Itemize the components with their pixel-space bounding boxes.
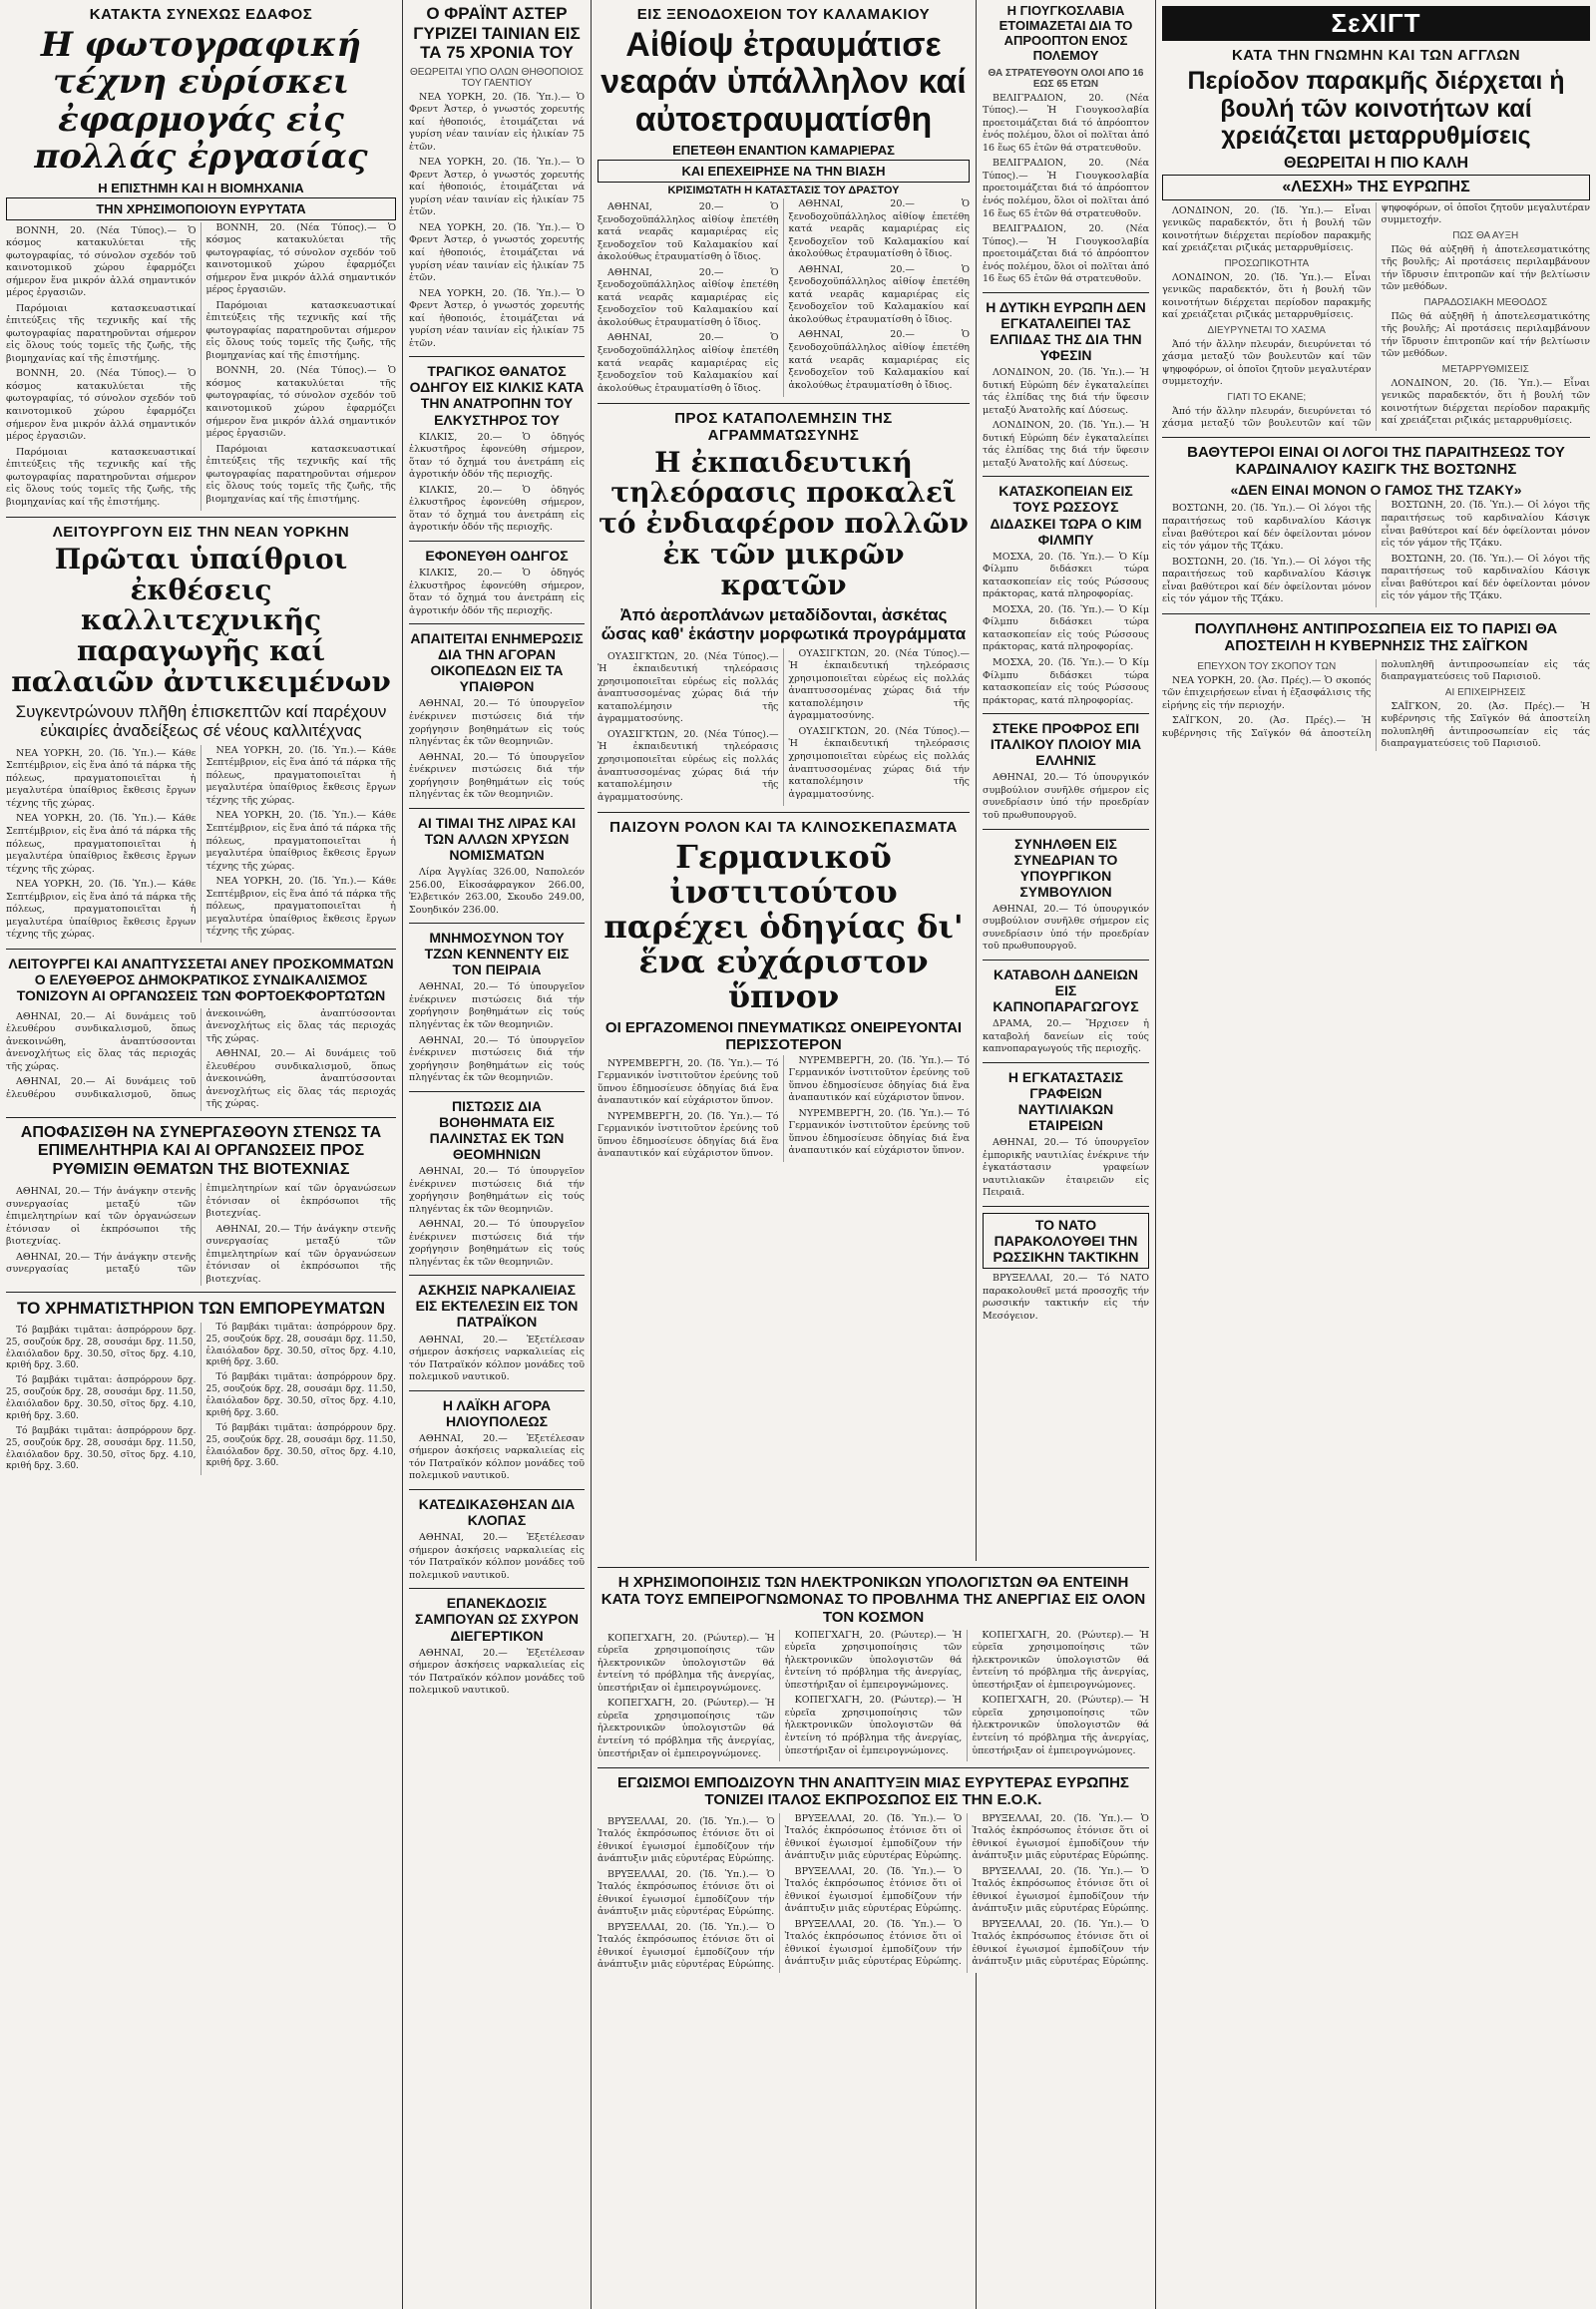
- story-subhead: ΘΑ ΣΤΡΑΤΕΥΘΟΥΝ ΟΛΟΙ ΑΠΟ 16 ΕΩΣ 65 ΕΤΩΝ: [988, 67, 1144, 90]
- paragraph: ΒΟΣΤΩΝΗ, 20. (Ἰδ. Ὑπ.).— Οἱ λόγοι τῆς παραιτήσεως τοῦ καρδιναλίου Κάσιγκ εἶναι βαθύτεροι καί δέν ὀφείλονται μόνον εἰς τόν γάμον τῆς Τζάκυ.: [1162, 556, 1372, 605]
- paragraph: ΒΡΥΞΕΛΛΑΙ, 20. (Ἰδ. Ὑπ.).— Ὁ Ἰταλός ἐκπρόσωπος ἐτόνισε ὅτι οἱ ἐθνικοί ἐγωισμοί ἐμποδίζουν τήν ἀνάπτυξιν μιᾶς εὐρυτέρας Εὐρώπης.: [598, 1815, 775, 1865]
- paragraph: ΑΘΗΝΑΙ, 20.— Ἐξετέλεσαν σήμερον ἀσκήσεις ναρκαλιείας εἰς τόν Πατραϊκόν κόλπον μονάδες τοῦ πολεμικοῦ ναυτικοῦ.: [409, 1532, 585, 1581]
- story-headline: Η ΛΑΪΚΗ ΑΓΟΡΑ ΗΛΙΟΥΠΟΛΕΩΣ: [442, 1396, 552, 1429]
- paragraph: ΒΡΥΞΕΛΛΑΙ, 20. (Ἰδ. Ὑπ.).— Ὁ Ἰταλός ἐκπρόσωπος ἐτόνισε ὅτι οἱ ἐθνικοί ἐγωισμοί ἐμποδίζουν τήν ἀνάπτυξιν μιᾶς εὐρυτέρας Εὐρώπης.: [784, 1865, 963, 1915]
- paragraph: ΑΘΗΝΑΙ, 20.— Ὁ ξενοδοχοϋπάλληλος αἰθίοψ ἐπετέθη κατά νεαρᾶς καμαριέρας εἰς ξενοδοχεῖον τοῦ Καλαμακίου καί ἀκολούθως ἐτραυματίσθη ὁ ἴδιος.: [788, 263, 970, 325]
- paragraph: ΒΟΣΤΩΝΗ, 20. (Ἰδ. Ὑπ.).— Οἱ λόγοι τῆς παραιτήσεως τοῦ καρδιναλίου Κάσιγκ εἶναι βαθύτεροι καί δέν ὀφείλονται μόνον εἰς τόν γάμον τῆς Τζάκυ.: [1381, 500, 1590, 550]
- story-headline: ΠΟΛΥΠΛΗΘΗΣ ΑΝΤΙΠΡΟΣΩΠΕΙΑ ΕΙΣ ΤΟ ΠΑΡΙΣΙ ΘΑ ΑΠΟΣΤΕΙΛΗ Η ΚΥΒΕΡΝΗΣΙΣ ΤΗΣ ΣΑΪΓΚΟΝ: [1194, 620, 1558, 655]
- article-body: [6, 1323, 396, 1475]
- story-headline: ΑΠΑΙΤΕΙΤΑΙ ΕΝΗΜΕΡΩΣΙΣ ΔΙΑ ΤΗΝ ΑΓΟΡΑΝ ΟΙΚΟΠΕΔΩΝ ΕΙΣ ΤΑ ΥΠΑΙΘΡΟΝ: [410, 630, 584, 695]
- paragraph: ΝΕΑ ΥΟΡΚΗ, 20. (Ἰδ. Ὑπ.).— Κάθε Σεπτέμβριον, εἰς ἕνα ἀπό τά πάρκα τῆς πόλεως, πραγματοποιεῖται ἡ μεγαλυτέρα ὑπαίθριος ἔκθεσις ἔργων τέχνης τῆς χώρας.: [205, 744, 396, 806]
- section-banner: ΣεΧΙΓΤ: [1162, 6, 1590, 41]
- story-headline: Η ΓΙΟΥΓΚΟΣΛΑΒΙΑ ΕΤΟΙΜΑΖΕΤΑΙ ΔΙΑ ΤΟ ΑΠΡΟΟΠΤΟΝ ΕΝΟΣ ΠΟΛΕΜΟΥ: [998, 3, 1133, 63]
- story-headline: ΑΠΟΦΑΣΙΣΘΗ ΝΑ ΣΥΝΕΡΓΑΣΘΟΥΝ ΣΤΕΝΩΣ ΤΑ ΕΠΙΜΕΛΗΤΗΡΙΑ ΚΑΙ ΑΙ ΟΡΓΑΝΩΣΕΙΣ ΠΡΟΣ ΡΥΘΜΙΣΙΝ ΘΕΜΑΤΩΝ ΤΗΣ ΒΙΟΤΕΧΝΙΑΣ: [20, 1123, 382, 1178]
- column-2: [403, 0, 591, 2309]
- section-subhead: ΓΙΑΤΙ ΤΟ ΕΚΑΝΕ;: [1227, 391, 1307, 403]
- article-body: [598, 1630, 1149, 1761]
- paragraph: Τό βαμβάκι τιμᾶται: ἀσπρόρρουν δρχ. 25, σουζούκ δρχ. 28, σουσάμι δρχ. 11.50, ἐλαιόλαδον δρχ. 30.50, σῖτος δρχ. 4.10, κριθή δρχ. 3.60.: [6, 1325, 197, 1371]
- story-headline: ΚΑΤΑΒΟΛΗ ΔΑΝΕΙΩΝ ΕΙΣ ΚΑΠΝΟΠΑΡΑΓΩΓΟΥΣ: [993, 966, 1139, 1015]
- paragraph: ΒΕΛΙΓΡΑΔΙΟΝ, 20. (Νέα Τύπος).— Ἡ Γιουγκοσλαβία προετοιμάζεται διά τό ἀπρόοπτον ἑνός πολέμου, ὅλοι οἱ πολῖται ἀπό 16 ἕως 65 ἐτῶν θά στρατευθοῦν.: [983, 158, 1149, 219]
- story-headline: Γερμανικοῦ ἰνστιτούτου παρέχει ὁδηγίας δι' ἕνα εὐχάριστον ὕπνον: [603, 837, 964, 1016]
- section-subhead: ΔΙΕΥΡΥΝΕΤΑΙ ΤΟ ΧΑΣΜΑ: [1207, 324, 1326, 336]
- story-headline: ΕΦΟΝΕΥΘΗ ΟΔΗΓΟΣ: [425, 547, 569, 564]
- article-body: [6, 1008, 396, 1111]
- paragraph: ΑΘΗΝΑΙ, 20.— Τό ὑπουργεῖον ἐμπορικῆς ναυτιλίας ἐνέκρινε τήν ἐγκατάστασιν γραφείων ναυτιλιακῶν ἑταιρειῶν εἰς Πειραιᾶ.: [983, 1137, 1149, 1199]
- paragraph: ΑΘΗΝΑΙ, 20.— Ἐξετέλεσαν σήμερον ἀσκήσεις ναρκαλιείας εἰς τόν Πατραϊκόν κόλπον μονάδες τοῦ πολεμικοῦ ναυτικοῦ.: [409, 1334, 585, 1383]
- paragraph: ΒΟΝΝΗ, 20. (Νέα Τύπος).— Ὁ κόσμος κατακυλύεται τῆς φωτογραφίας, τό σύνολον σχεδόν τοῦ καινοτομικοῦ χώρου ἐφαρμόζει σήμερον ἕνα μικρόν ἀλλά σημαντικόν μέρος ἐργασιῶν.: [6, 224, 197, 299]
- paragraph: ΝΕΑ ΥΟΡΚΗ, 20. (Ἰδ. Ὑπ.).— Κάθε Σεπτέμβριον, εἰς ἕνα ἀπό τά πάρκα τῆς πόλεως, πραγματοποιεῖται ἡ μεγαλυτέρα ὑπαίθριος ἔκθεσις ἔργων τέχνης τῆς χώρας.: [6, 813, 197, 875]
- section-subhead: ΠΡΟΣΩΠΙΚΟΤΗΤΑ: [1224, 257, 1310, 269]
- story-kicker: ΚΑΤΑΚΤΑ ΣΥΝΕΧΩΣ ΕΔΑΦΟΣ: [89, 6, 313, 23]
- paragraph: ΒΡΥΞΕΛΛΑΙ, 20. (Ἰδ. Ὑπ.).— Ὁ Ἰταλός ἐκπρόσωπος ἐτόνισε ὅτι οἱ ἐθνικοί ἐγωισμοί ἐμποδίζουν τήν ἀνάπτυξιν μιᾶς εὐρυτέρας Εὐρώπης.: [784, 1918, 963, 1968]
- paragraph: Ἀπό τήν ἄλλην πλευράν, διευρύνεται τό χάσμα μεταξύ τῶν βουλευτῶν καί τῶν ψηφοφόρων, οἱ ὁποῖοι ζητοῦν μεγαλυτέραν συμμετοχήν.: [1162, 338, 1372, 388]
- paragraph: Παρόμοιαι κατασκευαστικαί ἐπιτεύξεις τῆς τεχνικῆς καί τῆς φωτογραφίας παρατηροῦνται σήμερον εἰς ὅλους τούς τομεῖς τῆς ζωῆς, τῆς βιομηχανίας καί τῆς ἐπιστήμης.: [6, 446, 197, 508]
- story-headline: ΒΑΘΥΤΕΡΟΙ ΕΙΝΑΙ ΟΙ ΛΟΓΟΙ ΤΗΣ ΠΑΡΑΙΤΗΣΕΩΣ ΤΟΥ ΚΑΡΔΙΝΑΛΙΟΥ ΚΑΣΙΓΚ ΤΗΣ ΒΟΣΤΩΝΗΣ: [1187, 443, 1565, 479]
- paragraph: ΝΥΡΕΜΒΕΡΓΗ, 20. (Ἰδ. Ὑπ.).— Τό Γερμανικόν ἰνστιτοῦτον ἐρεύνης τοῦ ὕπνου ἐδημοσίευσε ὁδηγίας διά ἕνα ἀναπαυτικόν καί εὐχάριστον ὕπνον.: [598, 1110, 779, 1160]
- story-headline: ΣΤΕΚΕ ΠΡΟΦΡΟΣ ΕΠΙ ΙΤΑΛΙΚΟΥ ΠΛΟΙΟΥ ΜΙΑ ΕΛΛΗΝΙΣ: [990, 720, 1142, 769]
- paragraph: ΝΕΑ ΥΟΡΚΗ, 20. (Ἰδ. Ὑπ.).— Κάθε Σεπτέμβριον, εἰς ἕνα ἀπό τά πάρκα τῆς πόλεως, πραγματοποιεῖται ἡ μεγαλυτέρα ὑπαίθριος ἔκθεσις ἔργων τέχνης τῆς χώρας.: [205, 810, 396, 872]
- paragraph: ΑΘΗΝΑΙ, 20.— Ὁ ξενοδοχοϋπάλληλος αἰθίοψ ἐπετέθη κατά νεαρᾶς καμαριέρας εἰς ξενοδοχεῖον τοῦ Καλαμακίου καί ἀκολούθως ἐτραυματίσθη ὁ ἴδιος.: [598, 266, 779, 328]
- paragraph: ΣΑΪΓΚΟΝ, 20. (Ἀσ. Πρές).— Ἡ κυβέρνησις τῆς Σαϊγκόν θά ἀποστείλη πολυπληθῆ ἀντιπροσωπείαν εἰς τάς διαπραγματεύσεις τοῦ Παρισιοῦ.: [1162, 658, 1590, 739]
- paragraph: Παρόμοιαι κατασκευαστικαί ἐπιτεύξεις τῆς τεχνικῆς καί τῆς φωτογραφίας παρατηροῦνται σήμερον εἰς ὅλους τούς τομεῖς τῆς ζωῆς, τῆς βιομηχανίας καί τῆς ἐπιστήμης.: [6, 302, 197, 364]
- paragraph: Τό βαμβάκι τιμᾶται: ἀσπρόρρουν δρχ. 25, σουζούκ δρχ. 28, σουσάμι δρχ. 11.50, ἐλαιόλαδον δρχ. 30.50, σῖτος δρχ. 4.10, κριθή δρχ. 3.60.: [205, 1322, 396, 1368]
- paragraph: ΒΡΥΞΕΛΛΑΙ, 20. (Ἰδ. Ὑπ.).— Ὁ Ἰταλός ἐκπρόσωπος ἐτόνισε ὅτι οἱ ἐθνικοί ἐγωισμοί ἐμποδίζουν τήν ἀνάπτυξιν μιᾶς εὐρυτέρας Εὐρώπης.: [972, 1918, 1149, 1968]
- paragraph: ΒΟΣΤΩΝΗ, 20. (Ἰδ. Ὑπ.).— Οἱ λόγοι τῆς παραιτήσεως τοῦ καρδιναλίου Κάσιγκ εἶναι βαθύτεροι καί δέν ὀφείλονται μόνον εἰς τόν γάμον τῆς Τζάκυ.: [1381, 553, 1590, 602]
- story-headline: ΤΡΑΓΙΚΟΣ ΘΑΝΑΤΟΣ ΟΔΗΓΟΥ ΕΙΣ ΚΙΛΚΙΣ ΚΑΤΑ ΤΗΝ ΑΝΑΤΡΟΠΗΝ ΤΟΥ ΕΛΚΥΣΤΗΡΟΣ ΤΟΥ: [409, 363, 585, 428]
- paragraph: ΛΟΝΔΙΝΟΝ, 20. (Ἰδ. Ὑπ.).— Εἶναι γενικῶς παραδεκτόν, ὅτι ἡ βουλή τῶν κοινοτήτων διέρχεται περίοδον παρακμῆς καί χρειάζεται ριζικάς μεταρρυθμίσεις.: [1162, 271, 1372, 321]
- paragraph: ΑΘΗΝΑΙ, 20.— Αἱ δυνάμεις τοῦ ἐλευθέρου συνδικαλισμοῦ, ὅπως ἀνεκοινώθη, ἀναπτύσσονται ἀνενοχλήτως εἰς ὅλας τάς περιοχάς τῆς χώρας.: [6, 1010, 197, 1072]
- paragraph: ΝΕΑ ΥΟΡΚΗ, 20. (Ἰδ. Ὑπ.).— Ὁ Φρεντ Ἀστερ, ὁ γνωστός χορευτής καί ἠθοποιός, ἑτοιμάζεται νά γυρίση νέαν ταινίαν εἰς ἡλικίαν 75 ἐτῶν.: [409, 157, 585, 218]
- paragraph: ΑΘΗΝΑΙ, 20.— Τό ὑπουργεῖον ἐνέκρινεν πιστώσεις διά τήν χορήγησιν βοηθημάτων εἰς τούς πληγέντας ἐκ τῶν θεομηνιῶν.: [409, 1219, 585, 1268]
- paragraph: ΛΟΝΔΙΝΟΝ, 20. (Ἰδ. Ὑπ.).— Εἶναι γενικῶς παραδεκτόν, ὅτι ἡ βουλή τῶν κοινοτήτων διέρχεται περίοδον παρακμῆς καί χρειάζεται ριζικάς μεταρρυθμίσεις.: [1162, 204, 1372, 254]
- paragraph: ΒΡΥΞΕΛΛΑΙ, 20. (Ἰδ. Ὑπ.).— Ὁ Ἰταλός ἐκπρόσωπος ἐτόνισε ὅτι οἱ ἐθνικοί ἐγωισμοί ἐμποδίζουν τήν ἀνάπτυξιν μιᾶς εὐρυτέρας Εὐρώπης.: [784, 1812, 963, 1862]
- story-headline: ΣΥΝΗΛΘΕΝ ΕΙΣ ΣΥΝΕΔΡΙΑΝ ΤΟ ΥΠΟΥΡΓΙΚΟΝ ΣΥΜΒΟΥΛΙΟΝ: [1013, 835, 1118, 900]
- section-subhead: ΠΩΣ ΘΑ ΑΥΞΗ: [1452, 229, 1519, 241]
- paragraph: ΛΟΝΔΙΝΟΝ, 20. (Ἰδ. Ὑπ.).— Ἡ δυτική Εὐρώπη δέν ἐγκαταλείπει τάς ἐλπίδας της διά τήν ὕφεσιν μεταξύ Ἀνατολῆς καί Δύσεως.: [983, 420, 1149, 469]
- bottom-center-block: [592, 1561, 1155, 1973]
- paragraph: ΚΟΠΕΓΧΑΓΗ, 20. (Ρώυτερ).— Ἡ εὐρεῖα χρησιμοποίησις τῶν ἠλεκτρονικῶν ὑπολογιστῶν θά ἐντείνη τό πρόβλημα τῆς ἀνεργίας, ὑπεστήριξαν οἱ ἐμπειρογνώμονες.: [972, 1629, 1149, 1691]
- paragraph: ΑΘΗΝΑΙ, 20.— Αἱ δυνάμεις τοῦ ἐλευθέρου συνδικαλισμοῦ, ὅπως ἀνεκοινώθη, ἀναπτύσσονται ἀνενοχλήτως εἰς ὅλας τάς περιοχάς τῆς χώρας.: [205, 1048, 396, 1110]
- column-1: [0, 0, 402, 2309]
- paragraph: ΜΟΣΧΑ, 20. (Ἰδ. Ὑπ.).— Ὁ Κίμ Φίλμπυ διδάσκει τώρα κατασκοπείαν εἰς τούς Ρώσσους πράκτορας, κατά πληροφορίας.: [983, 656, 1149, 706]
- paragraph: ΒΟΣΤΩΝΗ, 20. (Ἰδ. Ὑπ.).— Οἱ λόγοι τῆς παραιτήσεως τοῦ καρδιναλίου Κάσιγκ εἶναι βαθύτεροι καί δέν ὀφείλονται μόνον εἰς τόν γάμον τῆς Τζάκυ.: [1162, 503, 1372, 553]
- paragraph: Λίρα Ἀγγλίας 326.00, Ναπολεόν 256.00, Εἰκοσάφραγκον 266.00, Ἑλβετικόν 263.00, Σκουδο 249.00, Σουηδικόν 236.00.: [409, 867, 585, 916]
- paragraph: ΑΘΗΝΑΙ, 20.— Τό ὑπουργεῖον ἐνέκρινεν πιστώσεις διά τήν χορήγησιν βοηθημάτων εἰς τούς πληγέντας ἐκ τῶν θεομηνιῶν.: [409, 981, 585, 1031]
- story-kicker: ΚΑΤΑ ΤΗΝ ΓΝΩΜΗΝ ΚΑΙ ΤΩΝ ΑΓΓΛΩΝ: [1231, 47, 1521, 64]
- paragraph: Τό βαμβάκι τιμᾶται: ἀσπρόρρουν δρχ. 25, σουζούκ δρχ. 28, σουσάμι δρχ. 11.50, ἐλαιόλαδον δρχ. 30.50, σῖτος δρχ. 4.10, κριθή δρχ. 3.60.: [6, 1375, 197, 1421]
- paragraph: ΑΘΗΝΑΙ, 20.— Τήν ἀνάγκην στενῆς συνεργασίας μεταξύ τῶν ἐπιμελητηρίων καί τῶν ὀργανώσεων ἐτόνισαν οἱ ἐκπρόσωποι τῆς βιοτεχνίας.: [6, 1186, 197, 1248]
- paragraph: ΒΡΥΞΕΛΛΑΙ, 20. (Ἰδ. Ὑπ.).— Ὁ Ἰταλός ἐκπρόσωπος ἐτόνισε ὅτι οἱ ἐθνικοί ἐγωισμοί ἐμποδίζουν τήν ἀνάπτυξιν μιᾶς εὐρυτέρας Εὐρώπης.: [972, 1812, 1149, 1862]
- paragraph: ΝΥΡΕΜΒΕΡΓΗ, 20. (Ἰδ. Ὑπ.).— Τό Γερμανικόν ἰνστιτοῦτον ἐρεύνης τοῦ ὕπνου ἐδημοσίευσε ὁδηγίας διά ἕνα ἀναπαυτικόν καί εὐχάριστον ὕπνον.: [788, 1054, 970, 1104]
- paragraph: ΚΟΠΕΓΧΑΓΗ, 20. (Ρώυτερ).— Ἡ εὐρεῖα χρησιμοποίησις τῶν ἠλεκτρονικῶν ὑπολογιστῶν θά ἐντείνη τό πρόβλημα τῆς ἀνεργίας, ὑπεστήριξαν οἱ ἐμπειρογνώμονες.: [784, 1629, 963, 1691]
- article-body: [6, 1183, 396, 1286]
- story-headline: ΜΝΗΜΟΣΥΝΟΝ ΤΟΥ ΤΖΩΝ ΚΕΝΝΕΝΤΥ ΕΙΣ ΤΟΝ ΠΕΙΡΑΙΑ: [424, 930, 570, 978]
- paragraph: Τό βαμβάκι τιμᾶται: ἀσπρόρρουν δρχ. 25, σουζούκ δρχ. 28, σουσάμι δρχ. 11.50, ἐλαιόλαδον δρχ. 30.50, σῖτος δρχ. 4.10, κριθή δρχ. 3.60.: [205, 1372, 396, 1418]
- story-headline: ΕΠΑΝΕΚΔΟΣΙΣ ΣΑΜΠΟΥΑΝ ΩΣ ΣΧΥΡΟΝ ΔΙΕΓΕΡΤΙΚΟΝ: [415, 1595, 579, 1644]
- story-subhead: Ἀπό ἀεροπλάνων μεταδίδονται, ἀσκέτας ὥσας καθ' ἑκάστην μορφωτικά προγράμματα: [600, 604, 967, 644]
- paragraph: ΚΟΠΕΓΧΑΓΗ, 20. (Ρώυτερ).— Ἡ εὐρεῖα χρησιμοποίησις τῶν ἠλεκτρονικῶν ὑπολογιστῶν θά ἐντείνη τό πρόβλημα τῆς ἀνεργίας, ὑπεστήριξαν οἱ ἐμπειρογνώμονες.: [784, 1695, 963, 1756]
- story-subhead: ΟΙ ΕΡΓΑΖΟΜΕΝΟΙ ΠΝΕΥΜΑΤΙΚΩΣ ΟΝΕΙΡΕΥΟΝΤΑΙ ΠΕΡΙΣΣΟΤΕΡΟΝ: [604, 1018, 963, 1053]
- paragraph: Ἀπό τήν ἄλλην πλευράν, διευρύνεται τό χάσμα μεταξύ τῶν βουλευτῶν καί τῶν ψηφοφόρων, οἱ ὁποῖοι ζητοῦν μεγαλυτέραν συμμετοχήν.: [1162, 201, 1590, 430]
- paragraph: ΝΥΡΕΜΒΕΡΓΗ, 20. (Ἰδ. Ὑπ.).— Τό Γερμανικόν ἰνστιτοῦτον ἐρεύνης τοῦ ὕπνου ἐδημοσίευσε ὁδηγίας διά ἕνα ἀναπαυτικόν καί εὐχάριστον ὕπνον.: [788, 1107, 970, 1157]
- paragraph: Παρόμοιαι κατασκευαστικαί ἐπιτεύξεις τῆς τεχνικῆς καί τῆς φωτογραφίας παρατηροῦνται σήμερον εἰς ὅλους τούς τομεῖς τῆς ζωῆς, τῆς βιομηχανίας καί τῆς ἐπιστήμης.: [205, 299, 396, 361]
- paragraph: ΝΕΑ ΥΟΡΚΗ, 20. (Ἰδ. Ὑπ.).— Ὁ Φρεντ Ἀστερ, ὁ γνωστός χορευτής καί ἠθοποιός, ἑτοιμάζεται νά γυρίση νέαν ταινίαν εἰς ἡλικίαν 75 ἐτῶν.: [409, 91, 585, 153]
- article-body: [598, 648, 970, 806]
- paragraph: ΒΡΥΞΕΛΛΑΙ, 20.— Τό ΝΑΤΟ παρακολουθεῖ μετά προσοχῆς τήν ρωσσικήν τακτικήν εἰς τήν Μεσόγειον.: [983, 1273, 1149, 1322]
- paragraph: ΑΘΗΝΑΙ, 20.— Αἱ δυνάμεις τοῦ ἐλευθέρου συνδικαλισμοῦ, ὅπως ἀνεκοινώθη, ἀναπτύσσονται ἀνενοχλήτως εἰς ὅλας τάς περιοχάς τῆς χώρας.: [6, 1007, 396, 1100]
- paragraph: ΔΡΑΜΑ, 20.— Ἤρχισεν ἡ καταβολή δανείων εἰς τούς καπνοπαραγωγούς τῆς περιοχῆς.: [983, 1018, 1149, 1055]
- story-headline: ΚΑΤΕΔΙΚΑΣΘΗΣΑΝ ΔΙΑ ΚΛΟΠΑΣ: [418, 1496, 576, 1529]
- article-body: [1162, 659, 1590, 751]
- paragraph: ΚΟΠΕΓΧΑΓΗ, 20. (Ρώυτερ).— Ἡ εὐρεῖα χρησιμοποίησις τῶν ἠλεκτρονικῶν ὑπολογιστῶν θά ἐντείνη τό πρόβλημα τῆς ἀνεργίας, ὑπεστήριξαν οἱ ἐμπειρογνώμονες.: [972, 1695, 1149, 1756]
- paragraph: ΚΙΛΚΙΣ, 20.— Ὁ ὁδηγός ἐλκυστῆρος ἐφονεύθη σήμερον, ὅταν τό ὄχημά του ἀνετράπη εἰς ἀγροτικήν ὁδόν τῆς περιοχῆς.: [409, 431, 585, 481]
- subhead: «ΛΕΣΧΗ» ΤΗΣ ΕΥΡΩΠΗΣ: [1162, 175, 1590, 200]
- paragraph: ΒΟΝΝΗ, 20. (Νέα Τύπος).— Ὁ κόσμος κατακυλύεται τῆς φωτογραφίας, τό σύνολον σχεδόν τοῦ καινοτομικοῦ χώρου ἐφαρμόζει σήμερον ἕνα μικρόν ἀλλά σημαντικόν μέρος ἐργασιῶν.: [6, 368, 197, 443]
- story-headline: ΛΕΙΤΟΥΡΓΕΙ ΚΑΙ ΑΝΑΠΤΥΣΣΕΤΑΙ ΑΝΕΥ ΠΡΟΣΚΟΜΜΑΤΩΝ Ο ΕΛΕΥΘΕΡΟΣ ΔΗΜΟΚΡΑΤΙΚΟΣ ΣΥΝΔΙΚΑΛΙΣΜΟΣ ΤΟΝΙΖΟΥΝ ΑΙ ΟΡΓΑΝΩΣΕΙΣ ΤΩΝ ΦΟΡΤΟΕΚΦΟΡΤΩΤΩΝ: [8, 956, 394, 1004]
- paragraph: ΒΡΥΞΕΛΛΑΙ, 20. (Ἰδ. Ὑπ.).— Ὁ Ἰταλός ἐκπρόσωπος ἐτόνισε ὅτι οἱ ἐθνικοί ἐγωισμοί ἐμποδίζουν τήν ἀνάπτυξιν μιᾶς εὐρυτέρας Εὐρώπης.: [972, 1865, 1149, 1915]
- subhead: ΘΕΩΡΕΙΤΑΙ Η ΠΙΟ ΚΑΛΗ: [1284, 154, 1468, 172]
- paragraph: Παρόμοιαι κατασκευαστικαί ἐπιτεύξεις τῆς τεχνικῆς καί τῆς φωτογραφίας παρατηροῦνται σήμερον εἰς ὅλους τούς τομεῖς τῆς ζωῆς, τῆς βιομηχανίας καί τῆς ἐπιστήμης.: [205, 443, 396, 505]
- paragraph: ΝΥΡΕΜΒΕΡΓΗ, 20. (Ἰδ. Ὑπ.).— Τό Γερμανικόν ἰνστιτοῦτον ἐρεύνης τοῦ ὕπνου ἐδημοσίευσε ὁδηγίας διά ἕνα ἀναπαυτικόν καί εὐχάριστον ὕπνον.: [598, 1057, 779, 1107]
- paragraph: ΑΘΗΝΑΙ, 20.— Ἐξετέλεσαν σήμερον ἀσκήσεις ναρκαλιείας εἰς τόν Πατραϊκόν κόλπον μονάδες τοῦ πολεμικοῦ ναυτικοῦ.: [409, 1432, 585, 1482]
- paragraph: ΑΘΗΝΑΙ, 20.— Ὁ ξενοδοχοϋπάλληλος αἰθίοψ ἐπετέθη κατά νεαρᾶς καμαριέρας εἰς ξενοδοχεῖον τοῦ Καλαμακίου καί ἀκολούθως ἐτραυματίσθη ὁ ἴδιος.: [598, 332, 779, 394]
- paragraph: ΒΟΝΝΗ, 20. (Νέα Τύπος).— Ὁ κόσμος κατακυλύεται τῆς φωτογραφίας, τό σύνολον σχεδόν τοῦ καινοτομικοῦ χώρου ἐφαρμόζει σήμερον ἕνα μικρόν ἀλλά σημαντικόν μέρος ἐργασιῶν.: [205, 365, 396, 440]
- paragraph: ΑΘΗΝΑΙ, 20.— Τήν ἀνάγκην στενῆς συνεργασίας μεταξύ τῶν ἐπιμελητηρίων καί τῶν ὀργανώσεων ἐτόνισαν οἱ ἐκπρόσωποι τῆς βιοτεχνίας.: [6, 1183, 396, 1276]
- paragraph: ΒΡΥΞΕΛΛΑΙ, 20. (Ἰδ. Ὑπ.).— Ὁ Ἰταλός ἐκπρόσωπος ἐτόνισε ὅτι οἱ ἐθνικοί ἐγωισμοί ἐμποδίζουν τήν ἀνάπτυξιν μιᾶς εὐρυτέρας Εὐρώπης.: [598, 1921, 775, 1971]
- story-headline: ΠΙΣΤΩΣΙΣ ΔΙΑ ΒΟΗΘΗΜΑΤΑ ΕΙΣ ΠΑΛΙΝΣΤΑΣ ΕΚ ΤΩΝ ΘΕΟΜΗΝΙΩΝ: [429, 1097, 565, 1162]
- section-subhead: ΕΠΕΥΧΟΝ ΤΟΥ ΣΚΟΠΟΥ ΤΩΝ: [1197, 660, 1337, 672]
- paragraph: ΑΘΗΝΑΙ, 20.— Ὁ ξενοδοχοϋπάλληλος αἰθίοψ ἐπετέθη κατά νεαρᾶς καμαριέρας εἰς ξενοδοχεῖον τοῦ Καλαμακίου καί ἀκολούθως ἐτραυματίσθη ὁ ἴδιος.: [598, 201, 779, 263]
- story-headline: ΤΟ ΝΑΤΟ ΠΑΡΑΚΟΛΟΥΘΕΙ ΤΗΝ ΡΩΣΣΙΚΗΝ ΤΑΚΤΙΚΗΝ: [983, 1213, 1149, 1269]
- lead-headline: Αἰθίοψ ἐτραυμάτισε νεαράν ὑπάλληλον καί αὐτοετραυματίσθη: [600, 26, 967, 139]
- paragraph: ΑΘΗΝΑΙ, 20.— Τό ὑπουργεῖον ἐνέκρινεν πιστώσεις διά τήν χορήγησιν βοηθημάτων εἰς τούς πληγέντας ἐκ τῶν θεομηνιῶν.: [409, 1166, 585, 1215]
- paragraph: Τό βαμβάκι τιμᾶται: ἀσπρόρρουν δρχ. 25, σουζούκ δρχ. 28, σουσάμι δρχ. 11.50, ἐλαιόλαδον δρχ. 30.50, σῖτος δρχ. 4.10, κριθή δρχ. 3.60.: [205, 1422, 396, 1469]
- story-headline: Η ἐκπαιδευτική τηλεόρασις προκαλεῖ τό ἐνδιαφέρον πολλῶν ἐκ τῶν μικρῶν κρατῶν: [598, 445, 969, 601]
- section-subhead: ΜΕΤΑΡΡΥΘΜΙΣΕΙΣ: [1441, 363, 1529, 375]
- story-subhead: «ΔΕΝ ΕΙΝΑΙ ΜΟΝΟΝ Ο ΓΑΜΟΣ ΤΗΣ ΤΖΑΚΥ»: [1230, 482, 1522, 499]
- story-kicker: ΠΡΟΣ ΚΑΤΑΠΟΛΕΜΗΣΙΝ ΤΗΣ ΑΓΡΑΜΜΑΤΩΣΥΝΗΣ: [674, 409, 893, 444]
- story-headline: ΑΣΚΗΣΙΣ ΝΑΡΚΑΛΙΕΙΑΣ ΕΙΣ ΕΚΤΕΛΕΣΙΝ ΕΙΣ ΤΟΝ ΠΑΤΡΑΪΚΟΝ: [415, 1282, 579, 1331]
- paragraph: Πῶς θά αὐξηθῆ ἡ ἀποτελεσματικότης τῆς βουλῆς; Αἱ προτάσεις περιλαμβάνουν τήν ἵδρυσιν ἐπιτροπῶν καί τήν βελτίωσιν τῶν μεθόδων.: [1381, 243, 1590, 293]
- paragraph: ΑΘΗΝΑΙ, 20.— Τό ὑπουργεῖον ἐνέκρινεν πιστώσεις διά τήν χορήγησιν βοηθημάτων εἰς τούς πληγέντας ἐκ τῶν θεομηνιῶν.: [409, 698, 585, 748]
- paragraph: ΟΥΑΣΙΓΚΤΩΝ, 20. (Νέα Τύπος).— Ἡ ἐκπαιδευτική τηλεόρασις χρησιμοποιεῖται εὐρέως εἰς πολλάς ἀναπτυσσομένας χώρας διά τήν καταπολέμησιν τῆς ἀγραμματοσύνης.: [788, 647, 970, 722]
- paragraph: ΜΟΣΧΑ, 20. (Ἰδ. Ὑπ.).— Ὁ Κίμ Φίλμπυ διδάσκει τώρα κατασκοπείαν εἰς τούς Ρώσσους πράκτορας, κατά πληροφορίας.: [983, 551, 1149, 600]
- section-subhead: ΠΑΡΑΔΟΣΙΑΚΗ ΜΕΘΟΔΟΣ: [1423, 296, 1548, 308]
- story-headline: ΚΑΤΑΣΚΟΠΕΙΑΝ ΕΙΣ ΤΟΥΣ ΡΩΣΣΟΥΣ ΔΙΔΑΣΚΕΙ ΤΩΡΑ Ο ΚΙΜ ΦΙΛΜΠΥ: [990, 483, 1142, 548]
- paragraph: ΚΙΛΚΙΣ, 20.— Ὁ ὁδηγός ἐλκυστῆρος ἐφονεύθη σήμερον, ὅταν τό ὄχημά του ἀνετράπη εἰς ἀγροτικήν ὁδόν τῆς περιοχῆς.: [409, 484, 585, 534]
- lead-headline: Περίοδον παρακμῆς διέρχεται ἡ βουλή τῶν κοινοτήτων καί χρειάζεται μεταρρυθμίσεις: [1187, 67, 1565, 150]
- paragraph: ΝΕΑ ΥΟΡΚΗ, 20. (Ἰδ. Ὑπ.).— Ὁ Φρεντ Ἀστερ, ὁ γνωστός χορευτής καί ἠθοποιός, ἑτοιμάζεται νά γυρίση νέαν ταινίαν εἰς ἡλικίαν 75 ἐτῶν.: [409, 221, 585, 284]
- lead-headline: Η φωτογραφική τέχνη εὑρίσκει ἐφαρμογάς εἰς πολλάς ἐργασίας: [34, 25, 368, 178]
- paragraph: ΑΘΗΝΑΙ, 20.— Τό ὑπουργικόν συμβούλιον συνῆλθε σήμερον εἰς συνεδρίασιν ὑπό τήν προεδρίαν τοῦ πρωθυπουργοῦ.: [983, 772, 1149, 821]
- story-headline: Η ΔΥΤΙΚΗ ΕΥΡΩΠΗ ΔΕΝ ΕΓΚΑΤΑΛΕΙΠΕΙ ΤΑΣ ΕΛΠΙΔΑΣ ΤΗΣ ΔΙΑ ΤΗΝ ΥΦΕΣΙΝ: [986, 298, 1146, 363]
- article-body: [1162, 202, 1590, 431]
- paragraph: ΝΕΑ ΥΟΡΚΗ, 20. (Ἀσ. Πρές).— Ὁ σκοπός τῶν ἐπιχειρήσεων εἶναι ἡ ἐξασφάλισις τῆς εἰρήνης εἰς τήν περιοχήν.: [1162, 674, 1372, 711]
- story-headline: Πρῶται ὑπαίθριοι ἐκθέσεις καλλιτεχνικῆς παραγωγῆς καί παλαιῶν ἀντικειμένων: [11, 542, 391, 698]
- paragraph: ΟΥΑΣΙΓΚΤΩΝ, 20. (Νέα Τύπος).— Ἡ ἐκπαιδευτική τηλεόρασις χρησιμοποιεῖται εὐρέως εἰς πολλάς ἀναπτυσσομένας χώρας διά τήν καταπολέμησιν τῆς ἀγραμματοσύνης.: [598, 728, 779, 803]
- paragraph: ΑΘΗΝΑΙ, 20.— Τήν ἀνάγκην στενῆς συνεργασίας μεταξύ τῶν ἐπιμελητηρίων καί τῶν ὀργανώσεων ἐτόνισαν οἱ ἐκπρόσωποι τῆς βιοτεχνίας.: [205, 1223, 396, 1285]
- paragraph: ΝΕΑ ΥΟΡΚΗ, 20. (Ἰδ. Ὑπ.).— Κάθε Σεπτέμβριον, εἰς ἕνα ἀπό τά πάρκα τῆς πόλεως, πραγματοποιεῖται ἡ μεγαλυτέρα ὑπαίθριος ἔκθεσις ἔργων τέχνης τῆς χώρας.: [205, 876, 396, 938]
- article-body: [598, 1055, 970, 1163]
- article-body: [598, 198, 970, 396]
- subhead: ΤΗΝ ΧΡΗΣΙΜΟΠΟΙΟΥΝ ΕΥΡΥΤΑΤΑ: [6, 197, 396, 220]
- paragraph: ΚΙΛΚΙΣ, 20.— Ὁ ὁδηγός ἐλκυστῆρος ἐφονεύθη σήμερον, ὅταν τό ὄχημά του ἀνετράπη εἰς ἀγροτικήν ὁδόν τῆς περιοχῆς.: [409, 567, 585, 616]
- paragraph: ΑΘΗΝΑΙ, 20.— Τό ὑπουργικόν συμβούλιον συνῆλθε σήμερον εἰς συνεδρίασιν ὑπό τήν προεδρίαν τοῦ πρωθυπουργοῦ.: [983, 903, 1149, 953]
- story-kicker: ΛΕΙΤΟΥΡΓΟΥΝ ΕΙΣ ΤΗΝ ΝΕΑΝ ΥΟΡΚΗΝ: [52, 523, 350, 541]
- paragraph: ΣΑΪΓΚΟΝ, 20. (Ἀσ. Πρές).— Ἡ κυβέρνησις τῆς Σαϊγκόν θά ἀποστείλη πολυπληθῆ ἀντιπροσωπείαν εἰς τάς διαπραγματεύσεις τοῦ Παρισιοῦ.: [1381, 700, 1590, 750]
- paragraph: ΑΘΗΝΑΙ, 20.— Ἐξετέλεσαν σήμερον ἀσκήσεις ναρκαλιείας εἰς τόν Πατραϊκόν κόλπον μονάδες τοῦ πολεμικοῦ ναυτικοῦ.: [409, 1647, 585, 1697]
- paragraph: ΒΟΝΝΗ, 20. (Νέα Τύπος).— Ὁ κόσμος κατακυλύεται τῆς φωτογραφίας, τό σύνολον σχεδόν τοῦ καινοτομικοῦ χώρου ἐφαρμόζει σήμερον ἕνα μικρόν ἀλλά σημαντικόν μέρος ἐργασιῶν.: [205, 221, 396, 296]
- paragraph: Πῶς θά αὐξηθῆ ἡ ἀποτελεσματικότης τῆς βουλῆς; Αἱ προτάσεις περιλαμβάνουν τήν ἵδρυσιν ἐπιτροπῶν καί τήν βελτίωσιν τῶν μεθόδων.: [1381, 310, 1590, 360]
- subhead: ΚΑΙ ΕΠΕΧΕΙΡΗΣΕ ΝΑ ΤΗΝ ΒΙΑΣΗ: [598, 160, 970, 183]
- paragraph: ΟΥΑΣΙΓΚΤΩΝ, 20. (Νέα Τύπος).— Ἡ ἐκπαιδευτική τηλεόρασις χρησιμοποιεῖται εὐρέως εἰς πολλάς ἀναπτυσσομένας χώρας διά τήν καταπολέμησιν τῆς ἀγραμματοσύνης.: [598, 650, 779, 725]
- paragraph: ΑΘΗΝΑΙ, 20.— Ὁ ξενοδοχοϋπάλληλος αἰθίοψ ἐπετέθη κατά νεαρᾶς καμαριέρας εἰς ξενοδοχεῖον τοῦ Καλαμακίου καί ἀκολούθως ἐτραυματίσθη ὁ ἴδιος.: [788, 198, 970, 260]
- paragraph: ΒΡΥΞΕΛΛΑΙ, 20. (Ἰδ. Ὑπ.).— Ὁ Ἰταλός ἐκπρόσωπος ἐτόνισε ὅτι οἱ ἐθνικοί ἐγωισμοί ἐμποδίζουν τήν ἀνάπτυξιν μιᾶς εὐρυτέρας Εὐρώπης.: [598, 1868, 775, 1918]
- article-body: [598, 1813, 1149, 1973]
- story-headline: Η ΧΡΗΣΙΜΟΠΟΙΗΣΙΣ ΤΩΝ ΗΛΕΚΤΡΟΝΙΚΩΝ ΥΠΟΛΟΓΙΣΤΩΝ ΘΑ ΕΝΤΕΙΝΗ ΚΑΤΑ ΤΟΥΣ ΕΜΠΕΙΡΟΓΝΩΜΟΝΑΣ ΤΟ ΠΡΟΒΛΗΜΑ ΤΗΣ ΑΝΕΡΓΙΑΣ ΕΙΣ ΟΛΟΝ ΤΟΝ ΚΟΣΜΟΝ: [600, 1574, 1146, 1626]
- paragraph: ΑΘΗΝΑΙ, 20.— Τό ὑπουργεῖον ἐνέκρινεν πιστώσεις διά τήν χορήγησιν βοηθημάτων εἰς τούς πληγέντας ἐκ τῶν θεομηνιῶν.: [409, 1034, 585, 1084]
- paragraph: ΒΕΛΙΓΡΑΔΙΟΝ, 20. (Νέα Τύπος).— Ἡ Γιουγκοσλαβία προετοιμάζεται διά τό ἀπρόοπτον ἑνός πολέμου, ὅλοι οἱ πολῖται ἀπό 16 ἕως 65 ἐτῶν θά στρατευθοῦν.: [983, 92, 1149, 154]
- paragraph: ΟΥΑΣΙΓΚΤΩΝ, 20. (Νέα Τύπος).— Ἡ ἐκπαιδευτική τηλεόρασις χρησιμοποιεῖται εὐρέως εἰς πολλάς ἀναπτυσσομένας χώρας διά τήν καταπολέμησιν τῆς ἀγραμματοσύνης.: [788, 725, 970, 800]
- paragraph: Τό βαμβάκι τιμᾶται: ἀσπρόρρουν δρχ. 25, σουζούκ δρχ. 28, σουσάμι δρχ. 11.50, ἐλαιόλαδον δρχ. 30.50, σῖτος δρχ. 4.10, κριθή δρχ. 3.60.: [6, 1425, 197, 1472]
- story-headline: ΑΙ ΤΙΜΑΙ ΤΗΣ ΛΙΡΑΣ ΚΑΙ ΤΩΝ ΑΛΛΩΝ ΧΡΥΣΩΝ ΝΟΜΙΣΜΑΤΩΝ: [417, 814, 577, 863]
- paragraph: ΑΘΗΝΑΙ, 20.— Τό ὑπουργεῖον ἐνέκρινεν πιστώσεις διά τήν χορήγησιν βοηθημάτων εἰς τούς πληγέντας ἐκ τῶν θεομηνιῶν.: [409, 751, 585, 801]
- paragraph: ΒΕΛΙΓΡΑΔΙΟΝ, 20. (Νέα Τύπος).— Ἡ Γιουγκοσλαβία προετοιμάζεται διά τό ἀπρόοπτον ἑνός πολέμου, ὅλοι οἱ πολῖται ἀπό 16 ἕως 65 ἐτῶν θά στρατευθοῦν.: [983, 223, 1149, 285]
- article-body: [6, 745, 396, 943]
- story-kicker: ΕΙΣ ΞΕΝΟΔΟΧΕΙΟΝ ΤΟΥ ΚΑΛΑΜΑΚΙΟΥ: [636, 6, 931, 23]
- paragraph: ΜΟΣΧΑ, 20. (Ἰδ. Ὑπ.).— Ὁ Κίμ Φίλμπυ διδάσκει τώρα κατασκοπείαν εἰς τούς Ρώσσους πράκτορας, κατά πληροφορίας.: [983, 603, 1149, 653]
- column-5: [1156, 0, 1596, 2309]
- story-headline: Ο ΦΡΑΪΝΤ ΑΣΤΕΡ ΓΥΡΙΖΕΙ ΤΑΙΝΙΑΝ ΕΙΣ ΤΑ 75 ΧΡΟΝΙΑ ΤΟΥ: [413, 4, 581, 63]
- subhead: ΚΡΙΣΙΜΩΤΑΤΗ Η ΚΑΤΑΣΤΑΣΙΣ ΤΟΥ ΔΡΑΣΤΟΥ: [667, 185, 900, 197]
- paragraph: ΝΕΑ ΥΟΡΚΗ, 20. (Ἰδ. Ὑπ.).— Κάθε Σεπτέμβριον, εἰς ἕνα ἀπό τά πάρκα τῆς πόλεως, πραγματοποιεῖται ἡ μεγαλυτέρα ὑπαίθριος ἔκθεσις ἔργων τέχνης τῆς χώρας.: [6, 747, 197, 809]
- paragraph: ΚΟΠΕΓΧΑΓΗ, 20. (Ρώυτερ).— Ἡ εὐρεῖα χρησιμοποίησις τῶν ἠλεκτρονικῶν ὑπολογιστῶν θά ἐντείνη τό πρόβλημα τῆς ἀνεργίας, ὑπεστήριξαν οἱ ἐμπειρογνώμονες.: [598, 1698, 775, 1759]
- paragraph: ΑΘΗΝΑΙ, 20.— Ὁ ξενοδοχοϋπάλληλος αἰθίοψ ἐπετέθη κατά νεαρᾶς καμαριέρας εἰς ξενοδοχεῖον τοῦ Καλαμακίου καί ἀκολούθως ἐτραυματίσθη ὁ ἴδιος.: [788, 329, 970, 391]
- paragraph: ΝΕΑ ΥΟΡΚΗ, 20. (Ἰδ. Ὑπ.).— Κάθε Σεπτέμβριον, εἰς ἕνα ἀπό τά πάρκα τῆς πόλεως, πραγματοποιεῖται ἡ μεγαλυτέρα ὑπαίθριος ἔκθεσις ἔργων τέχνης τῆς χώρας.: [6, 879, 197, 941]
- paragraph: ΛΟΝΔΙΝΟΝ, 20. (Ἰδ. Ὑπ.).— Εἶναι γενικῶς παραδεκτόν, ὅτι ἡ βουλή τῶν κοινοτήτων διέρχεται περίοδον παρακμῆς καί χρειάζεται ριζικάς μεταρρυθμίσεις.: [1381, 377, 1590, 427]
- article-body: [1162, 500, 1590, 607]
- paragraph: ΚΟΠΕΓΧΑΓΗ, 20. (Ρώυτερ).— Ἡ εὐρεῖα χρησιμοποίησις τῶν ἠλεκτρονικῶν ὑπολογιστῶν θά ἐντείνη τό πρόβλημα τῆς ἀνεργίας, ὑπεστήριξαν οἱ ἐμπειρογνώμονες.: [598, 1632, 775, 1694]
- paragraph: ΛΟΝΔΙΝΟΝ, 20. (Ἰδ. Ὑπ.).— Ἡ δυτική Εὐρώπη δέν ἐγκαταλείπει τάς ἐλπίδας της διά τήν ὕφεσιν μεταξύ Ἀνατολῆς καί Δύσεως.: [983, 367, 1149, 416]
- section-subhead: ΑΙ ΕΠΙΧΕΙΡΗΣΕΙΣ: [1444, 686, 1526, 698]
- paragraph: ΝΕΑ ΥΟΡΚΗ, 20. (Ἰδ. Ὑπ.).— Ὁ Φρεντ Ἀστερ, ὁ γνωστός χορευτής καί ἠθοποιός, ἑτοιμάζεται νά γυρίση νέαν ταινίαν εἰς ἡλικίαν 75 ἐτῶν.: [409, 287, 585, 349]
- story-headline: Η ΕΓΚΑΤΑΣΤΑΣΙΣ ΓΡΑΦΕΙΩΝ ΝΑΥΤΙΛΙΑΚΩΝ ΕΤΑΙΡΕΙΩΝ: [1007, 1068, 1124, 1134]
- subhead: ΕΠΕΤΕΘΗ ΕΝΑΝΤΙΟΝ ΚΑΜΑΡΙΕΡΑΣ: [672, 143, 895, 159]
- story-kicker: ΠΑΙΖΟΥΝ ΡΟΛΟΝ ΚΑΙ ΤΑ ΚΛΙΝΟΣΚΕΠΑΣΜΑΤΑ: [609, 818, 958, 836]
- subhead: Η ΕΠΙΣΤΗΜΗ ΚΑΙ Η ΒΙΟΜΗΧΑΝΙΑ: [98, 180, 304, 195]
- story-subhead: Συγκεντρώνουν πλῆθη ἐπισκεπτῶν καί παρέχουν εὐκαιρίες ἀναδείξεως σέ νέους καλλιτέχνας: [15, 701, 387, 741]
- article-body: [6, 222, 396, 511]
- story-headline: ΕΓΩΙΣΜΟΙ ΕΜΠΟΔΙΖΟΥΝ ΤΗΝ ΑΝΑΠΤΥΞΙΝ ΜΙΑΣ ΕΥΡΥΤΕΡΑΣ ΕΥΡΩΠΗΣ ΤΟΝΙΖΕΙ ΙΤΑΛΟΣ ΕΚΠΡΟΣΩΠΟΣ ΕΙΣ ΤΗΝ Ε.Ο.Κ.: [617, 1774, 1129, 1809]
- story-subhead: ΘΕΩΡΕΙΤΑΙ ΥΠΟ ΟΛΩΝ ΘΗΘΟΠΟΙΟΣ ΤΟΥ ΓΑΕΝΤΙΟΥ: [410, 66, 584, 89]
- story-headline: ΤΟ ΧΡΗΜΑΤΙΣΤΗΡΙΟΝ ΤΩΝ ΕΜΠΟΡΕΥΜΑΤΩΝ: [17, 1299, 385, 1319]
